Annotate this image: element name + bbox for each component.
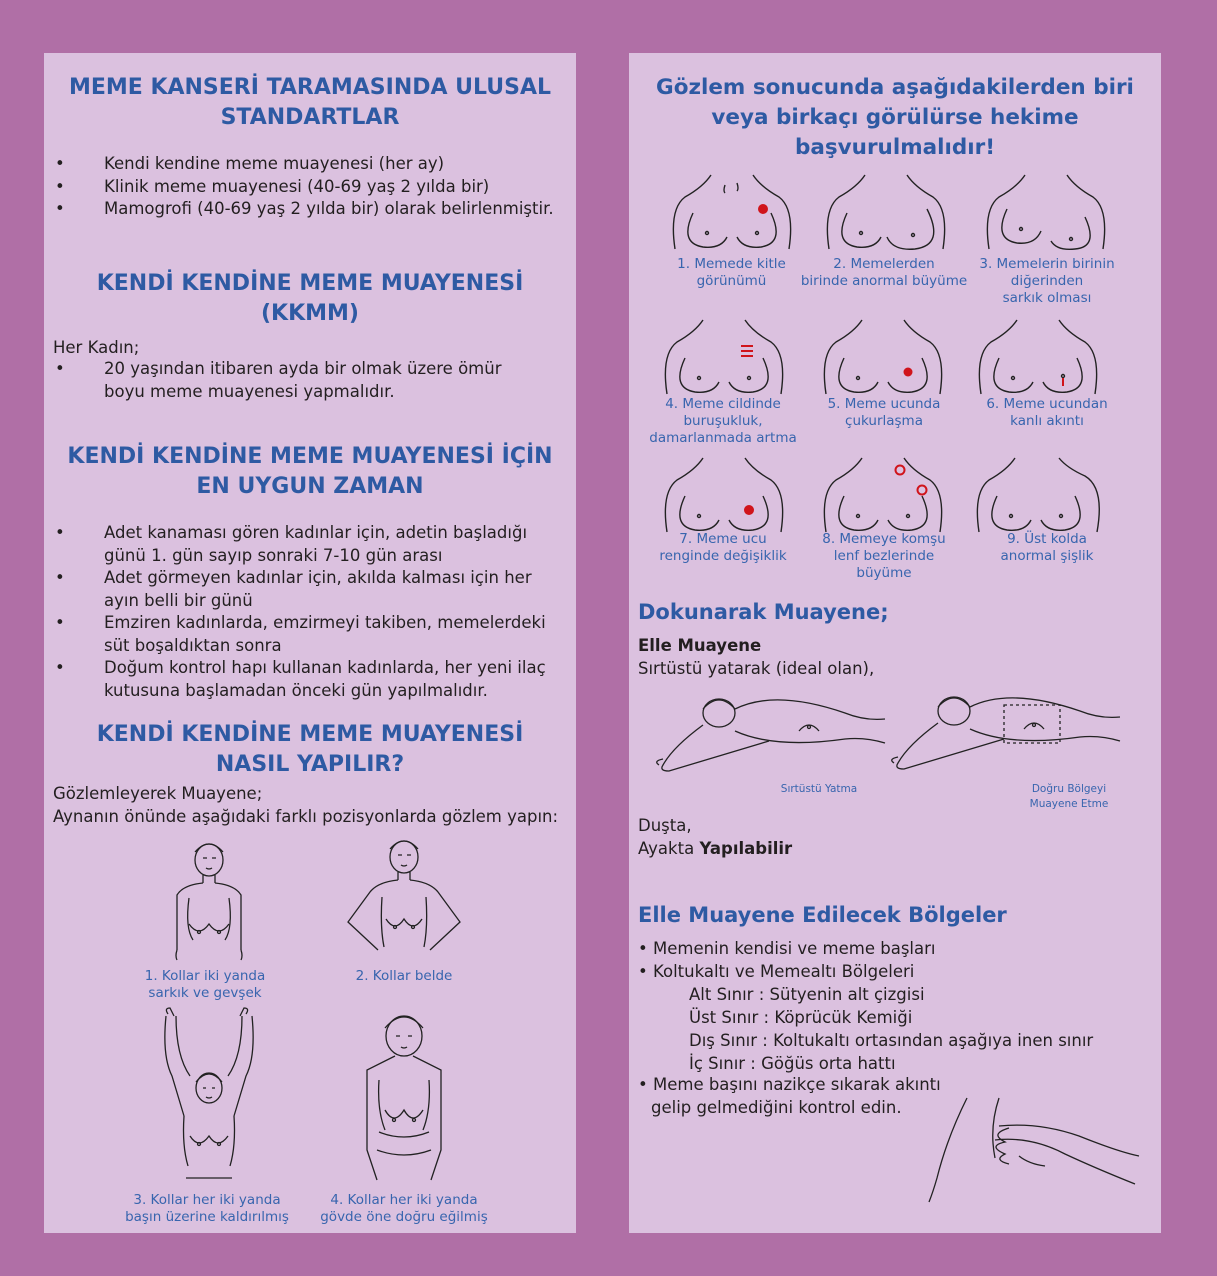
standards-list	[53, 153, 573, 221]
heading-best-time: KENDİ KENDİNE MEME MUAYENESİ İÇİN EN UYGUN ZAMAN	[67, 444, 553, 499]
region-item: Dış Sınır : Koltukaltı ortasından aşağıya inen sınır	[689, 1031, 1094, 1050]
heading-palpation: Dokunarak Muayene;	[638, 600, 889, 624]
region-item: İç Sınır : Göğüs orta hattı	[689, 1054, 896, 1073]
torso-sign-4	[663, 318, 785, 396]
region-item: Üst Sınır : Köprücük Kemiği	[689, 1008, 913, 1027]
elle-muayene-label: Elle Muayene	[638, 636, 762, 655]
heading-see-doctor: Gözlem sonucunda aşağıdakilerden biri veya birkaçı görülürse hekime başvurulmalıdır!	[656, 75, 1134, 160]
observe-title: Gözlemleyerek Muayene;	[53, 784, 263, 803]
region-item: Alt Sınır : Sütyenin alt çizgisi	[689, 985, 925, 1004]
kkmm-list	[53, 358, 523, 403]
caption-sign-9: 9. Üst kolda anormal şişlik	[1000, 531, 1094, 564]
torso-sign-1	[671, 173, 793, 251]
caption-sign-2: 2. Memelerden birinde anormal büyüme	[800, 256, 968, 289]
list-item: • Kendi kendine meme muayenesi (her ay)	[53, 153, 573, 176]
figure-arms-down	[159, 838, 259, 963]
her-kadin-text: Her Kadın;	[53, 338, 140, 357]
caption-sign-6: 6. Meme ucundan kanlı akıntı	[986, 396, 1108, 429]
region-item: gelip gelmediğini kontrol edin.	[651, 1098, 902, 1117]
region-item: • Memenin kendisi ve meme başları	[638, 939, 936, 958]
lying-instruction: Sırtüstü yatarak (ideal olan),	[638, 659, 875, 678]
observe-instruction: Aynanın önünde aşağıdaki farklı pozisyonlarda gözlem yapın:	[53, 807, 559, 826]
torso-sign-8	[822, 456, 944, 534]
heading-kkmm: KENDİ KENDİNE MEME MUAYENESİ (KKMM)	[96, 271, 524, 326]
torso-sign-9	[975, 456, 1101, 534]
caption-sign-7: 7. Meme ucu renginde değişiklik	[659, 531, 787, 564]
figure-lying-down	[649, 691, 889, 786]
left-panel	[44, 53, 576, 1233]
list-item: • Mamogrofi (40-69 yaş 2 yılda bir) olarak belirlenmiştir.	[53, 198, 573, 221]
standing-text: Ayakta Yapılabilir	[638, 839, 793, 858]
list-item: • Adet kanaması gören kadınlar için, adetin başladığı günü 1. gün sayıp sonraki 7-10 gün arası	[53, 522, 565, 567]
heading-how-to: KENDİ KENDİNE MEME MUAYENESİ NASIL YAPILIR?	[96, 722, 524, 777]
caption-sign-5: 5. Meme ucunda çukurlaşma	[827, 396, 941, 429]
torso-sign-7	[663, 456, 785, 534]
right-panel	[629, 53, 1161, 1233]
possible-bold: Yapılabilir	[699, 839, 793, 858]
list-item: • Adet görmeyen kadınlar için, akılda kalması için her ayın belli bir günü	[53, 567, 565, 612]
list-item: • Klinik meme muayenesi (40-69 yaş 2 yılda bir)	[53, 176, 573, 199]
caption-lying: Sırtüstü Yatma	[780, 783, 858, 795]
torso-sign-5	[822, 318, 944, 396]
figure-arms-raised	[154, 1006, 264, 1186]
figure-leaning-forward	[349, 1010, 459, 1190]
caption-sign-3: 3. Memelerin birinin diğerinden sarkık olması	[979, 256, 1115, 306]
region-item: • Koltukaltı ve Memealtı Bölgeleri	[638, 962, 915, 981]
best-time-list	[53, 522, 565, 702]
caption-position-4: 4. Kollar her iki yanda gövde öne doğru eğilmiş	[320, 1192, 488, 1225]
caption-position-1: 1. Kollar iki yanda sarkık ve gevşek	[144, 968, 266, 1001]
caption-position-2: 2. Kollar belde	[355, 968, 453, 984]
list-item: • 20 yaşından itibaren ayda bir olmak üzere ömür boyu meme muayenesi yapmalıdır.	[53, 358, 523, 403]
region-item: • Meme başını nazikçe sıkarak akıntı	[638, 1075, 941, 1094]
torso-sign-2	[825, 173, 947, 251]
list-item: • Doğum kontrol hapı kullanan kadınlarda, her yeni ilaç kutusuna başlamadan önceki gün yapılmalıdır.	[53, 657, 565, 702]
caption-sign-1: 1. Memede kitle görünümü	[677, 256, 786, 289]
heading-national-standards: MEME KANSERİ TARAMASINDA ULUSAL STANDARTLAR	[68, 75, 552, 130]
figure-nipple-squeeze	[919, 1096, 1144, 1206]
torso-sign-3	[985, 173, 1107, 251]
figure-hands-on-hips	[342, 835, 467, 960]
caption-sign-8: 8. Memeye komşu lenf bezlerinde büyüme	[822, 531, 946, 581]
list-item: • Emziren kadınlarda, emzirmeyi takiben, memelerdeki süt boşaldıktan sonra	[53, 612, 565, 657]
caption-correct-region: Doğru Bölgeyi Muayene Etme	[1029, 783, 1109, 810]
shower-text: Duşta,	[638, 816, 692, 835]
caption-position-3: 3. Kollar her iki yanda başın üzerine kaldırılmış	[125, 1192, 289, 1225]
figure-lying-exam	[884, 689, 1124, 784]
caption-sign-4: 4. Meme cildinde buruşukluk, damarlanmada artma	[649, 396, 797, 446]
torso-sign-6	[977, 318, 1099, 396]
heading-regions: Elle Muayene Edilecek Bölgeler	[638, 903, 1007, 927]
